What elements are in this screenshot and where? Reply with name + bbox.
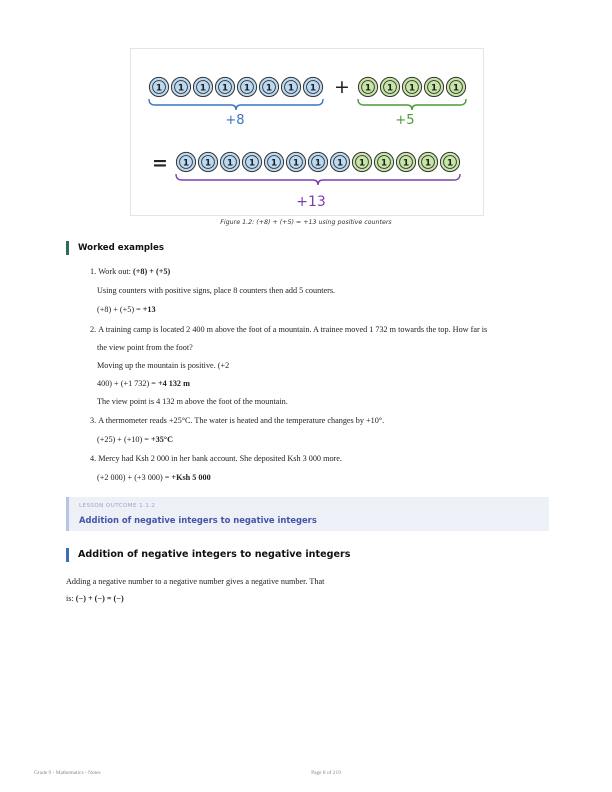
svg-text:1: 1 [380, 158, 388, 169]
svg-text:1: 1 [155, 83, 163, 94]
counter-b [446, 77, 465, 96]
counters-figure [130, 48, 484, 216]
counter-b [380, 77, 399, 96]
svg-text:1: 1 [386, 83, 394, 94]
worked-examples-heading: Worked examples [66, 241, 164, 255]
lesson-outcome-title: Addition of negative integers to negative integers [79, 515, 317, 525]
svg-text:1: 1 [177, 83, 185, 94]
example-2-explanation: Moving up the mountain is positive. (+2 [97, 361, 230, 370]
svg-text:1: 1 [314, 158, 322, 169]
counter-a [281, 77, 300, 96]
counter-b [402, 77, 421, 96]
counter-b [358, 77, 377, 96]
svg-text:1: 1 [248, 158, 256, 169]
svg-text:1: 1 [430, 83, 438, 94]
svg-text:1: 1 [265, 83, 273, 94]
example-2-answer: 400) + (+1 732) = +4 132 m [97, 379, 190, 388]
brace-group-a [149, 99, 323, 110]
svg-text:1: 1 [270, 158, 278, 169]
counter-result [308, 152, 327, 171]
footer-page-number: Page 8 of 219 [311, 770, 341, 776]
section-paragraph-line-1: Adding a negative number to a negative number gives a negative number. That [66, 577, 325, 586]
svg-text:1: 1 [402, 158, 410, 169]
counter-a [171, 77, 190, 96]
brace-group-b [358, 99, 466, 110]
section-paragraph-line-2: is: (−) + (−) = (−) [66, 594, 124, 603]
counter-result [198, 152, 217, 171]
svg-text:1: 1 [204, 158, 212, 169]
svg-text:1: 1 [199, 83, 207, 94]
footer-left: Grade 9 - Mathematics - Notes [34, 770, 101, 776]
section-heading: Addition of negative integers to negative integers [66, 548, 350, 562]
example-1-question: 1. Work out: (+8) + (+5) [90, 267, 171, 276]
lesson-outcome-box [66, 497, 549, 531]
counter-result [264, 152, 283, 171]
counter-result [242, 152, 261, 171]
svg-text:1: 1 [221, 83, 229, 94]
figure-caption: Figure 1.2: (+8) + (+5) = +13 using positive counters [220, 219, 392, 226]
lesson-outcome-tag: LESSON OUTCOME 1.1.2 [79, 503, 156, 509]
svg-text:1: 1 [243, 83, 251, 94]
example-3-question: 3. A thermometer reads +25°C. The water is heated and the temperature changes by +10°. [90, 416, 385, 425]
counter-result [418, 152, 437, 171]
equals-sign: = [152, 152, 168, 174]
counter-b [424, 77, 443, 96]
group-a-label: +8 [225, 113, 245, 128]
example-1-explanation: Using counters with positive signs, place 8 counters then add 5 counters. [97, 286, 336, 295]
counter-result [352, 152, 371, 171]
counter-result [396, 152, 415, 171]
svg-text:1: 1 [446, 158, 454, 169]
example-1-answer: (+8) + (+5) = +13 [97, 305, 156, 314]
counter-a [193, 77, 212, 96]
example-2-question-cont: the view point from the foot? [97, 343, 193, 352]
example-2-conclusion: The view point is 4 132 m above the foot of the mountain. [97, 397, 288, 406]
svg-text:1: 1 [287, 83, 295, 94]
example-2-question: 2. A training camp is located 2 400 m above the foot of a mountain. A trainee moved 1 732 m towards the top. How far is [90, 325, 488, 334]
plus-sign: + [334, 76, 350, 98]
counters-diagram [131, 49, 483, 215]
svg-text:1: 1 [424, 158, 432, 169]
svg-text:1: 1 [309, 83, 317, 94]
brace-result [176, 174, 460, 185]
example-4-answer: (+2 000) + (+3 000) = +Ksh 5 000 [97, 473, 211, 482]
counter-a [215, 77, 234, 96]
counter-a [237, 77, 256, 96]
counter-a [149, 77, 168, 96]
counter-result [440, 152, 459, 171]
result-label: +13 [296, 194, 326, 210]
svg-text:1: 1 [226, 158, 234, 169]
counter-result [286, 152, 305, 171]
svg-text:1: 1 [336, 158, 344, 169]
counter-result [176, 152, 195, 171]
counter-result [330, 152, 349, 171]
counter-a [303, 77, 322, 96]
svg-text:1: 1 [452, 83, 460, 94]
group-b-label: +5 [395, 113, 415, 128]
example-3-answer: (+25) + (+10) = +35°C [97, 435, 173, 444]
svg-text:1: 1 [408, 83, 416, 94]
counter-result [374, 152, 393, 171]
svg-text:1: 1 [292, 158, 300, 169]
counter-result [220, 152, 239, 171]
svg-text:1: 1 [182, 158, 190, 169]
counter-a [259, 77, 278, 96]
example-4-question: 4. Mercy had Ksh 2 000 in her bank account. She deposited Ksh 3 000 more. [90, 454, 342, 463]
svg-text:1: 1 [364, 83, 372, 94]
svg-text:1: 1 [358, 158, 366, 169]
